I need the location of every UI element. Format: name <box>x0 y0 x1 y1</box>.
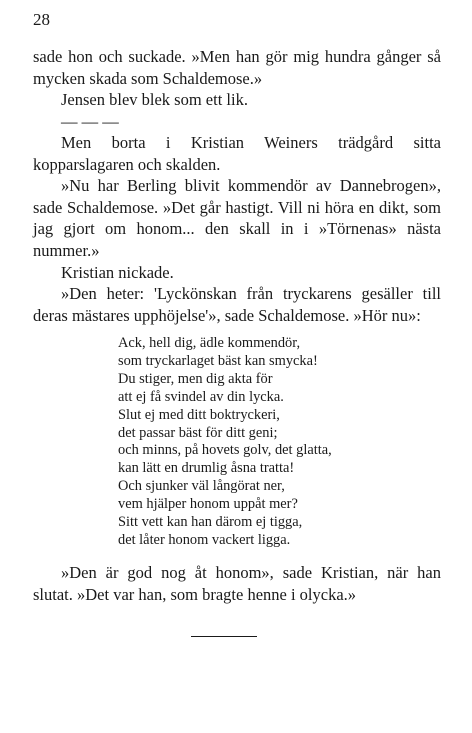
poem-line: och minns, på hovets golv, det glatta, <box>118 442 332 459</box>
paragraph: sade hon och suckade. »Men han gör mig hundra gånger så mycken skada som Schaldemose.» <box>33 47 441 88</box>
poem-line: Sitt vett kan han därom ej tigga, <box>118 514 303 531</box>
text-block-end <box>33 562 441 605</box>
poem-line: som tryckarlaget bäst kan smycka! <box>118 352 318 369</box>
poem <box>118 335 332 550</box>
poem-line: Du stiger, men dig akta för <box>118 370 273 387</box>
end-rule <box>191 636 257 637</box>
poem-line: Slut ej med ditt boktryckeri, <box>118 406 280 423</box>
paragraph: Men borta i Kristian Weiners trädgård sitta kopparslagaren och skalden. <box>33 133 441 174</box>
paragraph: »Den heter: 'Lyckönskan från tryckarens gesäller till deras mästares upphöjelse'», sade Schaldemose. »Hör nu»: <box>33 284 441 325</box>
page-number: 28 <box>33 10 50 29</box>
paragraph: Jensen blev blek som ett lik. <box>61 90 248 110</box>
poem-line: att ej få svindel av din lycka. <box>118 388 284 405</box>
paragraph: Kristian nickade. <box>61 262 174 282</box>
text-block-middle <box>33 132 441 326</box>
poem-line: vem hjälper honom uppåt mer? <box>118 496 298 513</box>
poem-line: Och sjunker väl långörat ner, <box>118 478 285 495</box>
paragraph: »Den är god nog åt honom», sade Kristian, när han slutat. »Det var han, som bragte henne i olycka.» <box>33 563 441 604</box>
poem-line: det låter honom vackert ligga. <box>118 531 291 548</box>
section-break: — — — <box>61 111 119 131</box>
poem-line: kan lätt en drumlig åsna tratta! <box>118 460 295 477</box>
text-block-top <box>33 46 441 132</box>
poem-line: Ack, hell dig, ädle kommendör, <box>118 335 301 351</box>
poem-line: det passar bäst för ditt geni; <box>118 424 278 441</box>
paragraph: »Nu har Berling blivit kommendör av Dannebrogen», sade Schaldemose. »Det går hastigt. Vill ni höra en dikt, som jag gjort om honom... den skall in i »Törnenas» nästa nummer.» <box>33 176 441 260</box>
